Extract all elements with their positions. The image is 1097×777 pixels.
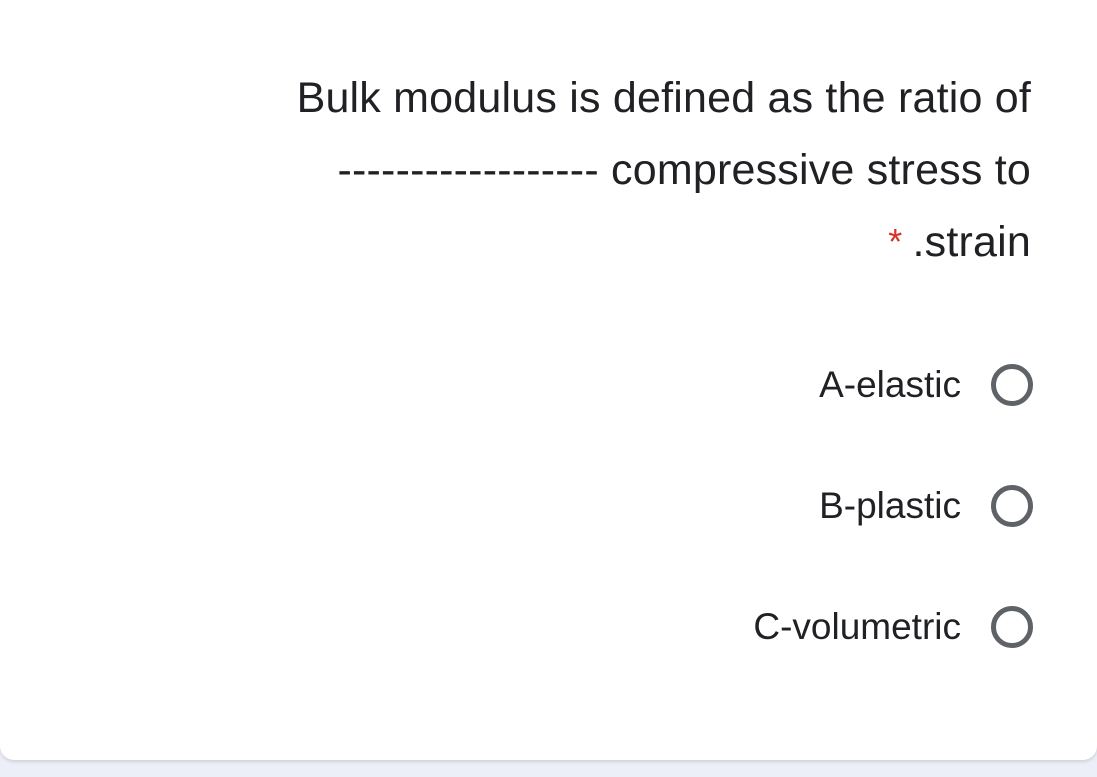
option-c[interactable] [433, 597, 1033, 657]
question-line-3 [131, 206, 1031, 278]
option-label-c: C-volumetric [753, 606, 961, 647]
radio-button-a[interactable] [991, 364, 1033, 406]
question-line-1: Bulk modulus is defined as the ratio of [296, 74, 1031, 122]
option-a[interactable] [433, 355, 1033, 415]
question-line-3-text: .strain [912, 218, 1031, 266]
option-label-a: A-elastic [819, 364, 961, 405]
required-asterisk: * [888, 221, 903, 262]
radio-button-b[interactable] [991, 485, 1033, 527]
question-line-2: compressive stress to ------------------ [337, 146, 1031, 194]
option-label-b: B-plastic [819, 485, 961, 526]
question-text [131, 62, 1031, 278]
answer-options [433, 355, 1033, 718]
radio-button-c[interactable] [991, 606, 1033, 648]
option-b[interactable] [433, 476, 1033, 536]
